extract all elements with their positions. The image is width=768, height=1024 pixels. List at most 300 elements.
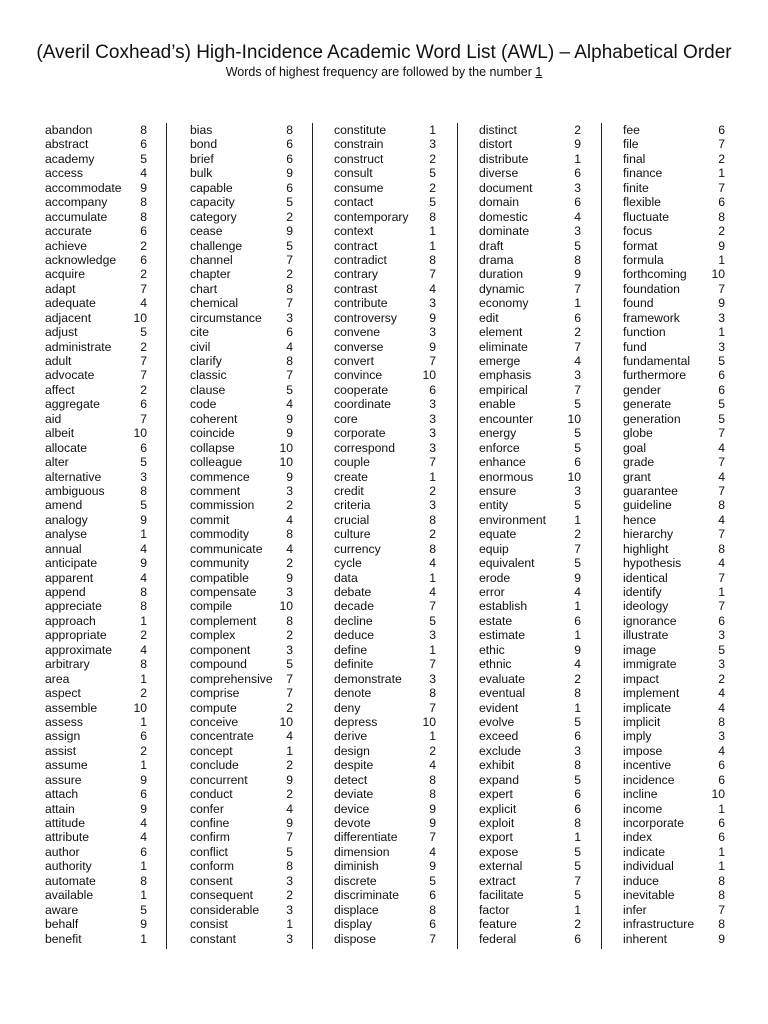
frequency-number: 4	[429, 758, 436, 773]
word-row	[190, 729, 293, 743]
word-text: accommodate	[45, 180, 122, 195]
frequency-number: 6	[574, 931, 581, 946]
word-text: gender	[623, 382, 661, 397]
word-text: finite	[623, 180, 649, 195]
word-row	[623, 397, 725, 411]
word-text: constitute	[334, 123, 387, 137]
frequency-number: 4	[429, 844, 436, 859]
word-text: index	[623, 830, 653, 845]
frequency-number: 1	[574, 628, 581, 643]
word-row	[334, 455, 436, 469]
word-row	[623, 859, 725, 873]
word-text: factor	[479, 902, 510, 917]
frequency-number: 8	[286, 123, 293, 137]
frequency-number: 6	[574, 455, 581, 470]
word-text: exploit	[479, 816, 515, 830]
word-row	[623, 816, 725, 830]
frequency-number: 1	[140, 859, 147, 874]
word-row	[45, 701, 147, 715]
word-text: acquire	[45, 267, 85, 282]
word-text: compound	[190, 657, 247, 672]
word-row	[479, 426, 581, 440]
word-text: aggregate	[45, 397, 100, 412]
word-row	[190, 628, 293, 642]
frequency-number: 1	[718, 859, 725, 874]
frequency-number: 2	[140, 267, 147, 282]
frequency-number: 4	[140, 816, 147, 830]
frequency-number: 2	[286, 209, 293, 224]
frequency-number: 6	[140, 252, 147, 267]
word-text: expert	[479, 787, 513, 802]
frequency-number: 6	[574, 613, 581, 628]
word-row	[190, 354, 293, 368]
word-text: discrete	[334, 873, 377, 888]
word-text: depress	[334, 714, 378, 729]
frequency-number: 1	[140, 714, 147, 729]
word-row	[334, 513, 436, 527]
frequency-number: 6	[718, 613, 725, 628]
word-row	[623, 296, 725, 310]
frequency-number: 10	[422, 368, 436, 383]
word-row	[623, 527, 725, 541]
word-text: aid	[45, 411, 62, 426]
frequency-number: 10	[133, 700, 147, 715]
frequency-number: 7	[286, 671, 293, 686]
frequency-number: 7	[429, 830, 436, 845]
word-text: couple	[334, 455, 370, 470]
word-row	[190, 556, 293, 570]
frequency-number: 6	[718, 382, 725, 397]
word-text: challenge	[190, 238, 243, 253]
word-text: compensate	[190, 585, 257, 599]
word-text: bulk	[190, 166, 213, 181]
frequency-number: 9	[140, 917, 147, 932]
word-text: environment	[479, 512, 547, 527]
word-text: albeit	[45, 426, 75, 441]
word-text: complex	[190, 628, 236, 643]
word-row	[45, 787, 147, 801]
frequency-number: 7	[718, 570, 725, 585]
word-row	[190, 758, 293, 772]
word-row	[334, 282, 436, 296]
word-text: brief	[190, 151, 214, 166]
word-row	[623, 686, 725, 700]
frequency-number: 4	[718, 556, 725, 571]
word-text: debate	[334, 585, 372, 599]
word-row	[190, 195, 293, 209]
word-text: accompany	[45, 195, 108, 210]
frequency-number: 6	[718, 123, 725, 137]
word-row	[45, 744, 147, 758]
frequency-number: 4	[140, 642, 147, 657]
column-divider	[601, 123, 602, 949]
word-column-5	[623, 123, 725, 946]
word-row	[190, 614, 293, 628]
frequency-number: 8	[286, 354, 293, 368]
frequency-number: 5	[140, 498, 147, 513]
word-row	[623, 181, 725, 195]
word-text: incidence	[623, 772, 675, 787]
word-text: area	[45, 671, 70, 686]
word-row	[45, 368, 147, 382]
word-text: definite	[334, 657, 374, 672]
frequency-number: 3	[718, 729, 725, 744]
frequency-number: 2	[140, 238, 147, 253]
word-row	[190, 816, 293, 830]
frequency-number: 7	[718, 599, 725, 614]
frequency-number: 4	[718, 469, 725, 484]
frequency-number: 1	[286, 917, 293, 932]
frequency-number: 7	[574, 873, 581, 888]
word-text: external	[479, 859, 523, 874]
word-text: implement	[623, 686, 680, 701]
frequency-number: 2	[429, 180, 436, 195]
frequency-number: 1	[718, 844, 725, 859]
word-row	[479, 498, 581, 512]
word-row	[334, 123, 436, 137]
frequency-number: 5	[429, 873, 436, 888]
word-text: core	[334, 411, 358, 426]
word-text: erode	[479, 570, 511, 585]
frequency-number: 3	[429, 397, 436, 412]
frequency-number: 3	[574, 743, 581, 758]
word-row	[334, 830, 436, 844]
word-row	[45, 599, 147, 613]
frequency-number: 9	[140, 556, 147, 571]
word-text: infer	[623, 902, 647, 917]
frequency-number: 1	[140, 931, 147, 946]
word-row	[45, 758, 147, 772]
frequency-number: 7	[718, 426, 725, 441]
frequency-number: 2	[574, 917, 581, 932]
frequency-number: 6	[574, 166, 581, 181]
word-text: globe	[623, 426, 653, 441]
frequency-number: 5	[574, 859, 581, 874]
word-row	[45, 657, 147, 671]
frequency-number: 10	[422, 714, 436, 729]
word-text: create	[334, 469, 368, 484]
word-text: ensure	[479, 483, 517, 498]
word-text: infrastructure	[623, 917, 695, 932]
word-text: commodity	[190, 527, 249, 542]
word-text: decade	[334, 599, 374, 614]
word-text: bias	[190, 123, 213, 137]
word-row	[623, 267, 725, 281]
word-text: indicate	[623, 844, 666, 859]
word-text: diminish	[334, 859, 379, 874]
word-row	[45, 325, 147, 339]
frequency-number: 3	[718, 310, 725, 325]
word-row	[190, 599, 293, 613]
word-row	[479, 470, 581, 484]
frequency-number: 5	[718, 642, 725, 657]
word-text: export	[479, 830, 513, 845]
word-text: accumulate	[45, 209, 108, 224]
word-row	[190, 903, 293, 917]
frequency-number: 4	[286, 729, 293, 744]
frequency-number: 1	[574, 902, 581, 917]
word-row	[334, 571, 436, 585]
word-row	[190, 686, 293, 700]
frequency-number: 4	[718, 686, 725, 701]
word-row	[190, 643, 293, 657]
frequency-number: 7	[574, 339, 581, 354]
word-text: establish	[479, 599, 528, 614]
word-text: exceed	[479, 729, 519, 744]
word-row	[45, 195, 147, 209]
frequency-number: 2	[286, 498, 293, 513]
word-row	[479, 368, 581, 382]
word-row	[623, 470, 725, 484]
word-text: inherent	[623, 931, 668, 946]
word-row	[623, 123, 725, 137]
word-row	[479, 455, 581, 469]
frequency-number: 5	[574, 440, 581, 455]
word-text: author	[45, 844, 80, 859]
word-row	[334, 441, 436, 455]
word-text: fee	[623, 123, 640, 137]
word-text: comprise	[190, 686, 240, 701]
word-row	[623, 932, 725, 946]
word-row	[623, 166, 725, 180]
word-row	[190, 152, 293, 166]
word-text: enforce	[479, 440, 520, 455]
word-row	[479, 657, 581, 671]
word-text: generation	[623, 411, 681, 426]
word-text: academy	[45, 151, 95, 166]
word-column-2	[190, 123, 293, 946]
word-row	[623, 830, 725, 844]
word-row	[45, 932, 147, 946]
frequency-number: 3	[429, 628, 436, 643]
frequency-number: 6	[574, 310, 581, 325]
frequency-number: 8	[286, 281, 293, 296]
word-text: chemical	[190, 296, 239, 311]
frequency-number: 5	[574, 238, 581, 253]
word-row	[623, 787, 725, 801]
frequency-number: 6	[429, 917, 436, 932]
word-text: commence	[190, 469, 250, 484]
frequency-number: 3	[429, 498, 436, 513]
frequency-number: 2	[286, 888, 293, 903]
word-text: analogy	[45, 512, 88, 527]
frequency-number: 1	[140, 758, 147, 773]
word-row	[45, 181, 147, 195]
word-row	[623, 137, 725, 151]
word-text: deduce	[334, 628, 374, 643]
word-text: focus	[623, 224, 653, 239]
word-row	[334, 210, 436, 224]
word-row	[45, 556, 147, 570]
word-text: contribute	[334, 296, 388, 311]
word-row	[623, 556, 725, 570]
word-row	[334, 368, 436, 382]
frequency-number: 4	[574, 209, 581, 224]
word-text: exclude	[479, 743, 522, 758]
word-row	[190, 181, 293, 195]
word-row	[45, 470, 147, 484]
frequency-number: 8	[718, 498, 725, 513]
frequency-number: 9	[718, 238, 725, 253]
word-text: annual	[45, 541, 82, 556]
word-text: conclude	[190, 758, 239, 773]
word-text: aware	[45, 902, 79, 917]
word-text: emerge	[479, 354, 521, 368]
word-text: compile	[190, 599, 232, 614]
frequency-number: 7	[718, 137, 725, 152]
frequency-number: 6	[718, 195, 725, 210]
word-row	[190, 513, 293, 527]
word-row	[334, 729, 436, 743]
word-text: file	[623, 137, 639, 152]
word-text: forthcoming	[623, 267, 687, 282]
frequency-number: 3	[429, 137, 436, 152]
frequency-number: 2	[429, 743, 436, 758]
frequency-number: 9	[429, 310, 436, 325]
word-text: clarify	[190, 354, 222, 368]
word-row	[479, 441, 581, 455]
word-row	[45, 412, 147, 426]
frequency-number: 6	[140, 224, 147, 239]
word-row	[45, 282, 147, 296]
frequency-number: 10	[567, 411, 581, 426]
word-row	[623, 253, 725, 267]
word-row	[479, 239, 581, 253]
frequency-number: 3	[429, 325, 436, 340]
word-row	[190, 325, 293, 339]
word-text: equivalent	[479, 556, 535, 571]
word-row	[623, 311, 725, 325]
frequency-number: 9	[140, 180, 147, 195]
frequency-number: 2	[140, 628, 147, 643]
word-row	[190, 383, 293, 397]
frequency-number: 10	[133, 310, 147, 325]
frequency-number: 7	[429, 931, 436, 946]
word-text: community	[190, 556, 249, 571]
word-row	[479, 744, 581, 758]
frequency-number: 5	[718, 411, 725, 426]
word-row	[623, 152, 725, 166]
word-row	[45, 686, 147, 700]
word-row	[334, 137, 436, 151]
word-text: achieve	[45, 238, 88, 253]
word-row	[45, 383, 147, 397]
word-text: hierarchy	[623, 527, 674, 542]
frequency-number: 4	[286, 339, 293, 354]
word-row	[190, 137, 293, 151]
frequency-number: 9	[429, 801, 436, 816]
frequency-number: 7	[718, 527, 725, 542]
word-text: document	[479, 180, 533, 195]
word-text: ambiguous	[45, 483, 105, 498]
word-text: constrain	[334, 137, 384, 152]
word-text: device	[334, 801, 370, 816]
word-text: hence	[623, 512, 657, 527]
frequency-number: 4	[140, 166, 147, 181]
word-row	[479, 585, 581, 599]
frequency-number: 4	[429, 556, 436, 571]
word-row	[45, 224, 147, 238]
frequency-number: 5	[286, 238, 293, 253]
frequency-number: 4	[286, 801, 293, 816]
word-text: compute	[190, 700, 237, 715]
word-text: convince	[334, 368, 383, 383]
frequency-number: 8	[286, 859, 293, 874]
word-row	[623, 773, 725, 787]
frequency-number: 3	[286, 931, 293, 946]
frequency-number: 5	[140, 902, 147, 917]
frequency-number: 10	[567, 469, 581, 484]
word-text: function	[623, 325, 666, 340]
frequency-number: 1	[574, 151, 581, 166]
word-row	[623, 239, 725, 253]
word-row	[623, 917, 725, 931]
word-row	[479, 137, 581, 151]
frequency-number: 3	[286, 310, 293, 325]
word-text: coordinate	[334, 397, 391, 412]
word-row	[45, 426, 147, 440]
word-text: alter	[45, 455, 69, 470]
word-text: assume	[45, 758, 88, 773]
word-text: illustrate	[623, 628, 669, 643]
word-row	[479, 672, 581, 686]
word-text: considerable	[190, 902, 260, 917]
word-text: dominate	[479, 224, 530, 239]
frequency-number: 8	[140, 483, 147, 498]
frequency-number: 4	[286, 512, 293, 527]
word-row	[334, 585, 436, 599]
word-row	[334, 715, 436, 729]
word-row	[45, 166, 147, 180]
word-row	[45, 917, 147, 931]
frequency-number: 1	[718, 166, 725, 181]
frequency-number: 3	[718, 657, 725, 672]
word-text: diverse	[479, 166, 519, 181]
frequency-number: 6	[286, 180, 293, 195]
word-text: equip	[479, 541, 509, 556]
word-text: implicit	[623, 714, 661, 729]
word-row	[45, 340, 147, 354]
word-text: ethnic	[479, 657, 512, 672]
word-text: civil	[190, 339, 211, 354]
word-text: expand	[479, 772, 519, 787]
frequency-number: 3	[286, 642, 293, 657]
frequency-number: 6	[574, 787, 581, 802]
word-row	[45, 802, 147, 816]
frequency-number: 5	[286, 844, 293, 859]
frequency-number: 8	[574, 816, 581, 830]
word-row	[334, 758, 436, 772]
word-text: allocate	[45, 440, 88, 455]
frequency-number: 9	[429, 816, 436, 830]
word-row	[45, 267, 147, 281]
word-row	[334, 628, 436, 642]
word-row	[45, 513, 147, 527]
word-row	[623, 195, 725, 209]
word-text: domain	[479, 195, 519, 210]
frequency-number: 7	[429, 599, 436, 614]
word-text: channel	[190, 252, 233, 267]
frequency-number: 7	[718, 281, 725, 296]
frequency-number: 10	[279, 440, 293, 455]
frequency-number: 8	[718, 541, 725, 556]
word-text: estimate	[479, 628, 526, 643]
word-text: define	[334, 642, 368, 657]
frequency-number: 8	[718, 917, 725, 932]
word-row	[479, 628, 581, 642]
word-text: dynamic	[479, 281, 525, 296]
word-row	[190, 368, 293, 382]
